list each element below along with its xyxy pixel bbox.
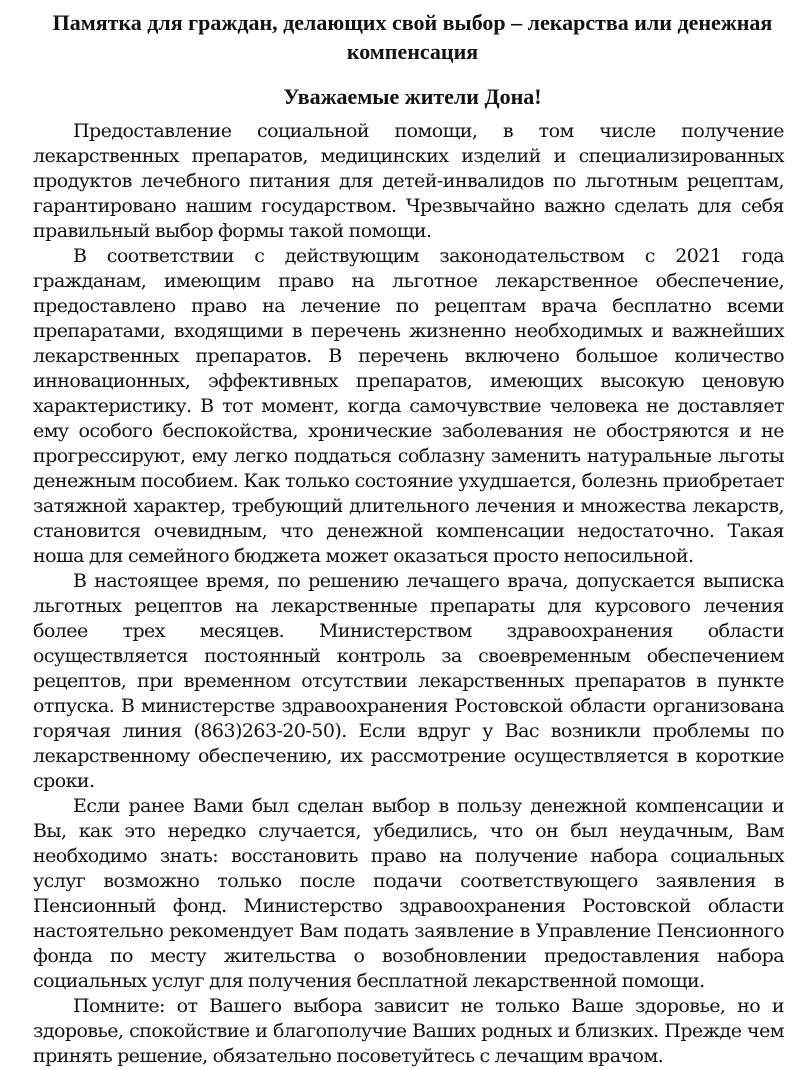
greeting-heading: Уважаемые жители Дона! bbox=[283, 84, 542, 109]
paragraph-current-practice: В настоящее время, по решению лечащего врача, допускается выписка льготных рецептов на лекарственные препараты для курсового лечения более трех месяцев. Министерством здравоохранения области осуществляется постоянный контроль за своевременным обеспечением рецептов, при временном отсутствии лекарственных препаратов в пункте отпуска. В министерстве здравоохранения Ростовской области организована горячая линия (863)263-20-50). Если вдруг у Вас возникли проблемы по лекарственному обеспечению, их рассмотрение осуществляется в короткие сроки. bbox=[33, 570, 784, 792]
paragraph-legislation: В соответствии с действующим законодательством с 2021 года гражданам, имеющим право на льготное лекарственное обеспечение, предоставлено право на лечение по рецептам врача бесплатно всеми препаратами, входящими в перечень жизненно необходимых и важнейших лекарственных препаратов. В перечень включено большое количество инновационных, эффективных препаратов, имеющих высокую ценовую характеристику. В тот момент, когда самочувствие человека не доставляет ему особого беспокойства, хронические заболевания не обостряются и не прогрессируют, ему легко поддаться соблазну заменить натуральные льготы денежным пособием. Как только состояние ухудшается, болезнь приобретает затяжной характер, требующий длительного лечения и множества лекарств, становится очевидным, что денежной компенсации недостаточно. Такая ноша для семейного бюджета может оказаться просто непосильной. bbox=[33, 245, 784, 567]
paragraph-social-assistance: Предоставление социальной помощи, в том числе получение лекарственных препаратов, медицинских изделий и специализированных продуктов лечебного питания для детей-инвалидов по льготным рецептам, гарантировано нашим государством. Чрезвычайно важно сделать для себя правильный выбор формы такой помощи. bbox=[33, 120, 784, 242]
paragraph-reminder: Помните: от Вашего выбора зависит не только Ваше здоровье, но и здоровье, спокойствие и благополучие Ваших родных и близких. Прежде чем принять решение, обязательно посоветуйтесь с лечащим врачом. bbox=[33, 995, 784, 1067]
paragraph-restore-rights: Если ранее Вами был сделан выбор в пользу денежной компенсации и Вы, как это нередко случается, убедились, что он был неудачным, Вам необходимо знать: восстановить право на получение набора социальных услуг возможно только после подачи соответствующего заявления в Пенсионный фонд. Министерство здравоохранения Ростовской области настоятельно рекомендует Вам подать заявление в Управление Пенсионного фонда по месту жительства о возобновлении предоставления набора социальных услуг для получения бесплатной лекарственной помощи. bbox=[33, 795, 784, 992]
document-title: Памятка для граждан, делающих свой выбор – лекарства или денежная компенсация bbox=[52, 10, 773, 64]
